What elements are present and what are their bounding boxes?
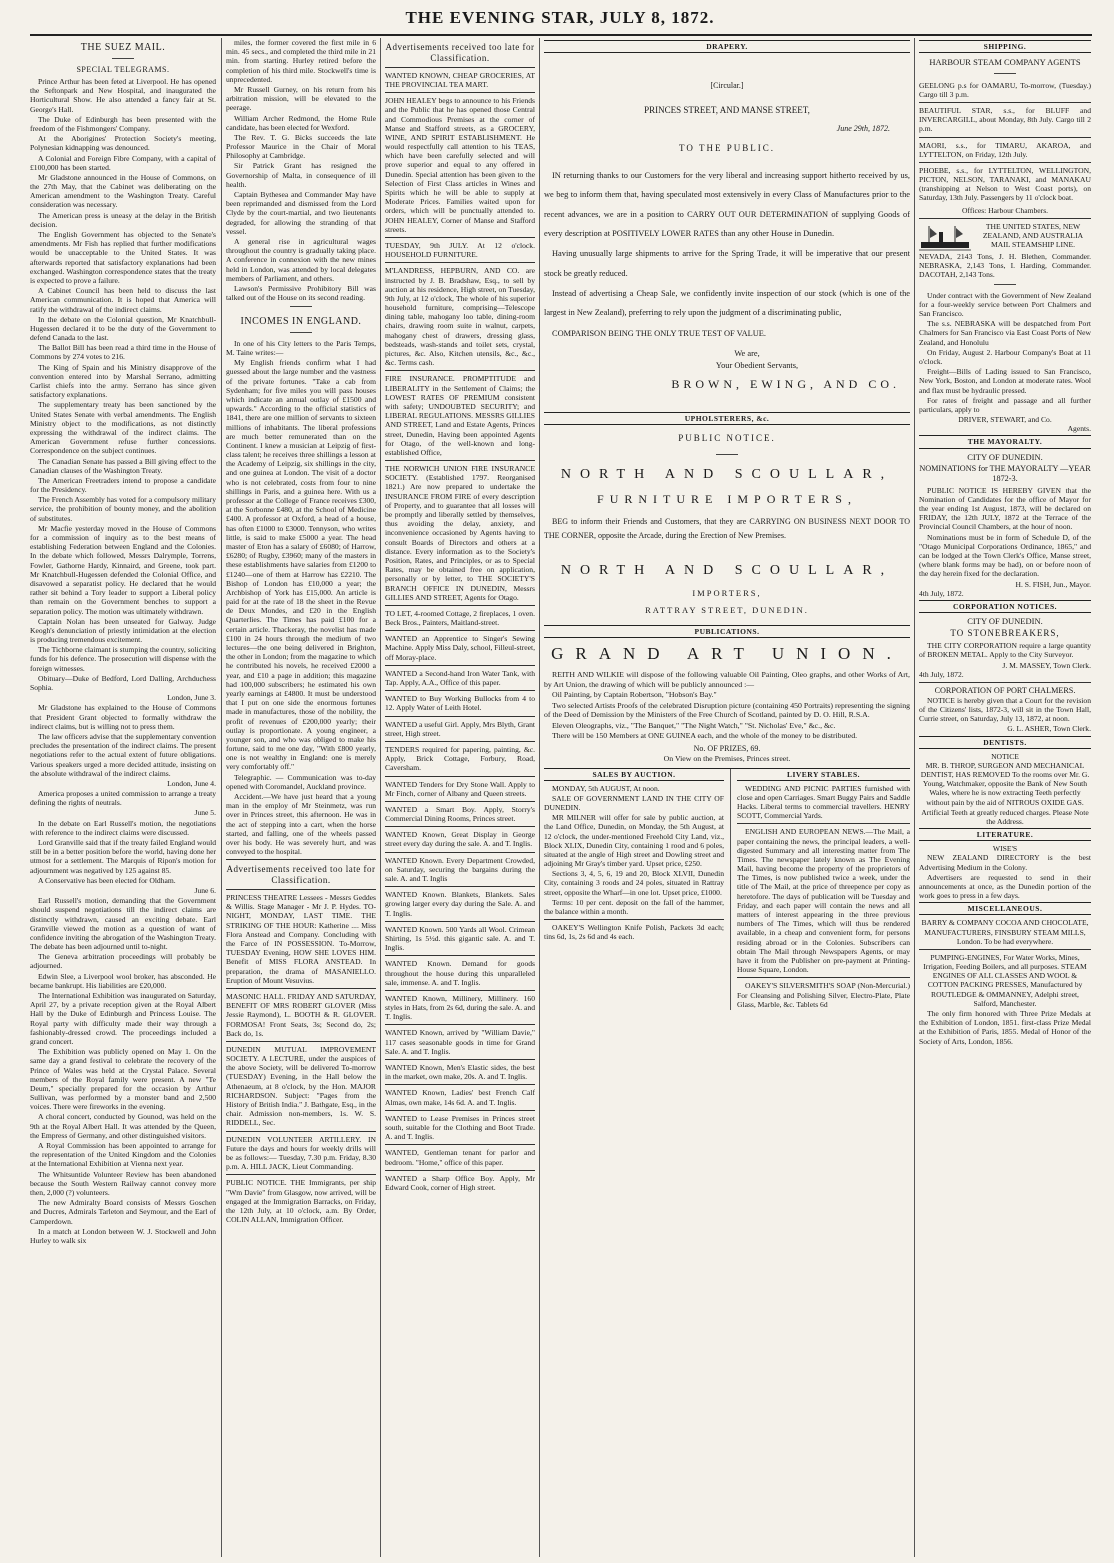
prizes-view: On View on the Premises, Princes street. [663,754,791,764]
art-union-heading: GRAND ART UNION. [551,643,903,663]
notice-paragraph: Having unusually large shipments to arrive for the Spring Trade, it will be imperative that our present stock be greatly reduced. [544,249,910,278]
notice-heading: NOTICE [991,751,1019,761]
article-paragraph: William Archer Redmond, the Home Rule candidate, has been elected for Wexford. [226,113,376,132]
firm-name-2: NORTH AND SCOULLAR, [560,563,894,579]
article-paragraph: Earl Russell's motion, demanding that the Government should suspend negotiations till the indirect claims are distinctly withdrawn, caused an exciting debate. Earl Granville viewed the motion as a question of want of confidence inviting the abrogation of the Washington Treaty. The debate has been adjourned until to-night. [30,896,216,952]
section-miscellaneous: MISCELLANEOUS. [919,902,1091,915]
divider [385,921,535,922]
divider [385,1084,535,1085]
divider [385,370,535,371]
classified-ad: WANTED a Smart Boy. Apply, Storry's Commercial Dining Rooms, Princes street. [385,804,535,824]
divider [385,67,535,68]
classified-ad: WANTED a useful Girl. Apply, Mrs Blyth, Grant street, High street. [385,719,535,738]
column-rule [221,38,222,1557]
classified-ad: WANTED Known. Every Department Crowded, on Saturday, securing the bargains during the sale. A. and T. Inglis [385,855,535,883]
public-notice-heading: PUBLIC NOTICE. [678,433,776,443]
article-paragraph: miles, the former covered the first mile in 6 min. 45 secs., and completed the third mile in 21 min. from starting. Hurley retired before the completion of his third mile. Stockwell's time is unprecedented. [226,38,376,84]
divider [385,776,535,777]
port-chalmers-body: NOTICE is hereby given that a Court for the revision of the Citizens' lists, 1872-3, will sit in the Town Hall, Currie street, on Saturday, July 13, 1872, at noon. [919,695,1091,724]
divider [919,218,1091,219]
divider [385,955,535,956]
column-rule [914,38,915,1557]
divider [385,1144,535,1145]
section-drapery: DRAPERY. [544,40,910,53]
divider [385,92,535,93]
auction-paragraph: MONDAY, 5th AUGUST, At noon. [552,783,660,793]
auction-column [544,769,724,1010]
mayor-notice-paragraph: Nominations must be in form of Schedule D, of the "Otago Municipal Corporations Ordinance, 1865," and can be lodged at the Town Clerk's Office, Manse street, (where blank forms may be had), on or before noon of the day herein fixed for the declaration. [919,532,1091,579]
dateline: June 6. [194,885,216,895]
art-union-paragraph: REITH AND WILKIE will dispose of the following valuable Oil Painting, Oleo graphs, and other Works of Art, by Art Union, the drawing of which will be publicly announced :— [544,670,910,689]
firm-trade-2: IMPORTERS, [692,588,762,599]
divider [919,949,1091,950]
to-public-heading: TO THE PUBLIC. [679,143,775,154]
article-paragraph: In the debate on the Colonial question, Mr Knatchbull-Hugessen declared it to be the duty of the Government to defend Canada to the last. [30,314,216,343]
article-paragraph: The American press is uneasy at the delay in the British decision. [30,210,216,229]
divider [385,690,535,691]
column-3 [385,38,535,1557]
divider [919,102,1091,103]
article-paragraph: Captain Nolan has been unseated for Galway. Judge Keogh's denunciation of priestly intimidation at the election is producing tremendous excitement. [30,616,216,645]
classified-ad: TENDERS required for papering, painting, &c. Apply, Brick Cottage, Forbury, Road, Caversham. [385,744,535,773]
classified-ad: WANTED Known. Blankets, Blankets. Sales growing larger every day during the Sale. A. and T. Inglis. [385,890,535,918]
section-publications: PUBLICATIONS. [544,625,910,638]
dentist-ad-note: Artificial Teeth at greatly reduced charges. Please Note the Address. [921,807,1089,826]
classified-ad: MASONIC HALL. FRIDAY AND SATURDAY, BENEFIT OF MRS ROBERT GLOVER (Miss Jessie Raymond), L. BOOTH & R. GLOVER. FORMOSA! Front Seats, 3s; Second do, 2s; Back do, 1s. [226,991,376,1038]
divider [385,665,535,666]
adv-header: Advertisements received too late for Classification. [226,864,376,886]
circular-label: [Circular.] [710,81,744,91]
divider [385,801,535,802]
oakey-knife-polish-ad: OAKEY'S Wellington Knife Polish, Packets 3d each; tins 6d, 1s, 2s 6d and 4s each. [544,923,724,942]
dateline: London, June 3. [167,693,216,703]
column-2 [226,38,376,1557]
divider [385,1024,535,1025]
divider [30,56,216,63]
servants: Your Obedient Servants, [715,361,799,371]
article-paragraph: Sir Patrick Grant has resigned the Governorship of Malta, in consequence of ill health. [226,161,376,189]
classified-ad: WANTED Known, Great Display in George street every day during the sale. A. and T. Inglis. [385,830,535,849]
article-paragraph: The English Government has objected to the Senate's amendments. Mr Fish has replied that further modifications would be unacceptable to the United States. It was afterwards reported that satisfactory explanations had been exchanged. Washington correspondence states that the treaty is expected to prove a failure. [30,230,216,285]
article-paragraph: Prince Arthur has been feted at Liverpool. He has opened the Seftonpark and New Hospital, and inaugurated the Horticultural Show. He also attended a fancy fair at St. George's Hall. [30,77,216,114]
city-heading-2: CITY OF DUNEDIN. [967,615,1043,626]
article-heading: THE SUEZ MAIL. [80,42,166,53]
shipping-ad: BEAUTIFUL STAR, s.s., for BLUFF and INVERCARGILL, about Monday, 8th July. Cargo till 2 p.m. [919,105,1091,134]
art-union-paragraph: Two selected Artists Proofs of the celebrated Disruption picture (containing 450 Portraits) representing the signing of the Deed of Demission by the Ministers of the Free Church of Scotland, painted by D. O. Hill, R.S.A. [544,700,910,720]
section-literature: LITERATURE. [919,828,1091,841]
article-paragraph: Obituary—Duke of Bedford, Lord Dalling, Archduchess Sophia. [30,673,216,693]
art-union-paragraph: Eleven Oleographs, viz., "The Banquet," "The Night Watch," "St. Nicholas' Eve," &c., &c. [552,720,836,730]
harbour-heading: HARBOUR STEAM COMPANY AGENTS [929,57,1081,68]
masthead-title: THE EVENING STAR, JULY 8, 1872. [405,8,715,27]
ship-list: NEVADA, 2143 Tons, J. H. Blethen, Commander. NEBRASKA, 2,143 Tons, I. Harding, Commander. DACOTAH, 2,143 Tons. [919,251,1091,280]
article-paragraph: Mr Russell Gurney, on his return from his arbitration mission, will be elevated to the peerage. [226,84,376,113]
article-paragraph: A Royal Commission has been appointed to arrange for the representation of the United Kingdom and the Colonies at the International Exhibition at Vienna next year. [30,1141,216,1169]
dateline: June 5. [194,808,216,818]
stonebreakers-date: 4th July, 1872. [919,669,964,679]
mail-line-heading: THE UNITED STATES, NEW ZEALAND, AND AUSTRALIA MAIL STEAMSHIP LINE. [982,221,1084,250]
signature: BROWN, EWING, AND CO. [671,377,900,392]
mail-line-paragraph: For rates of freight and passage and all further particulars, apply to [919,395,1091,414]
agents: DRIVER, STEWART, and Co. [958,415,1052,425]
article-paragraph: The Rev. T. G. Bicks succeeds the late Professor Maurice in the Chair of Moral Philosophy at Cambridge. [226,132,376,161]
classified-ad: WANTED Known, Ladies' best French Calf Almas, own make, 14s 6d. A. and T. Inglis. [385,1088,535,1107]
firm-name: NORTH AND SCOULLAR, [560,467,894,483]
classified-ad: M'LANDRESS, HEPBURN, AND CO. are instructed by J. B. Bradshaw, Esq., to sell by auction at his residence, High street, on Tuesday, 9th July, at 12 o'clock, The whole of his superior household furniture, comprising—Telescope dining table, mahogany loo table, dining-room chairs, drawing room suite in walnut, carpets, mahogany chest of drawers, dressing glass, bedsteads, wash-stands and toilet sets, crystal, pictures, &c. Also, Kitchen utensils, &c., &c., &c. Terms cash. [385,266,535,368]
divider [226,1131,376,1132]
article-paragraph: In the debate on Earl Russell's motion, the negotiations with reference to the indirect claims were discussed. [30,818,216,837]
directory-ad: NEW ZEALAND DIRECTORY is the best Advertising Medium in the Colony. [919,853,1091,872]
article-paragraph: A Cabinet Council has been held to discuss the last American communication. It is hoped that America will ratify the withdrawal of the indirect claims. [30,286,216,314]
divider [544,919,724,920]
article-paragraph: Mr Macfie yesterday moved in the House of Commons for a commission of inquiry as to the best means of establishing Federation between England and the Colonies. In the debate which followed, Messrs Dalrymple, Torrens, Fowler, Gathorne Hardy, Kinnaird, and Greene, took part. Mr Knatchbull-Hugessen defended the Colonial Office, and disavowed a separatist policy. He declared that he would rather sit behind a Tory leader to support a Liberal policy than remain on the Government benches to support a separation policy. The motion was ultimately withdrawn. [30,523,216,616]
column-1 [30,38,216,1557]
livery-ad: WEDDING AND PICNIC PARTIES furnished with close and open Carriages. Smart Buggy Pairs and Saddle Hacks. Liberal terms to commercial travellers. HENRY SCOTT, Commercial Yards. [737,783,910,821]
classified-ad: WANTED Known, arrived by "William Davie," 117 cases seasonable goods in time for Grand Sale. A. and T. Inglis. [385,1028,535,1056]
divider [544,452,910,459]
auction-paragraph: MR MILNER will offer for sale by public auction, at the Land Office, Dunedin, on Monday, the 5th August, at 12 o'clock, the under-mentioned Freehold City Land, viz., Block XLIX, Dunedin City, containing 1 rood and 6 poles, situated at the angle of High street and Dowling street and adjoining Mr Gray's timber yard. Upset price, £250. [544,813,724,869]
article-paragraph: The Ballot Bill has been read a third time in the House of Commons by 274 votes to 216. [30,343,216,362]
classified-ad: PRINCESS THEATRE Lessees - Messrs Geddes & Willis. Stage Manager - Mr J. P. Hydes. TO-NIGHT, MONDAY, LAST TIME. THE STRIKING OF THE HOUR: Katherine .... Miss Flora Anstead and Company. Concluding with the Farce of IN POSSESSION. To-Morrow, TUESDAY Evening, HOW SHE LOVES HIM. Benefit of MISS FLORA ANSTEAD. In preparation, the drama of MASANIELLO. Eruption of Mount Vesuvius. [226,893,376,985]
pumping-ad-note: The only firm honored with Three Prize Medals at the Exhibition of London, 1851. first-class Prize Medal at the Exhibition of Paris, 1855. Medal of Honor of the Society of Arts, London, 1856. [919,1009,1091,1046]
classified-ad: WANTED an Apprentice to Singer's Sewing Machine. Apply Miss Daly, school, Filleul-street, off Moray-place. [385,634,535,662]
barry-ad: BARRY & COMPANY COCOA AND CHOCOLATE, MANUFACTURERS, FINSBURY STEAM MILLS, London. To be had everywhere. [921,918,1089,946]
art-union-paragraph: Oil Painting, by Captain Robertson, "Hobson's Bay." [552,690,717,700]
classified-ad: JOHN HEALEY begs to announce to his Friends and the Public that he has opened those Central and Commodious Premises at the corner of Manse and Stafford streets, as a GROCERY, WINE, AND SPIRIT ESTABLISHMENT. He would respectfully call attention to his TEAS, which have been carefully selected and will prove superior and equal to any offered in Dunedin. Special attention has been given to the Selection of First Class articles in Wines and Spirits which he will be able to supply at Moderate Prices. Families waited upon for orders, which will be punctually attended to. JOHN HEALEY, Corner of Manse and Stafford streets. [385,96,535,234]
article-paragraph: The Duke of Edinburgh has been presented with the freedom of the Fishmongers' Company. [30,114,216,133]
mail-line-paragraph: Freight—Bills of Lading issued to San Francisco, New York, Boston, and London at moderate rates. Wool and flax must be hydraulic pressed. [919,367,1091,395]
divider [385,1170,535,1171]
divider [919,71,1091,78]
divider [385,741,535,742]
mayor-signature: H. S. FISH, Jun., Mayor. [1015,579,1091,589]
article-paragraph: Edwin Slee, a Liverpool wool broker, has absconded. He became bankrupt. His liabilities are £20,000. [30,971,216,990]
divider [737,823,910,824]
classified-ad: WANTED to Buy Working Bullocks from 4 to 12. Apply Water of Leith Hotel. [385,694,535,713]
classified-ad: DUNEDIN VOLUNTEER ARTILLERY. IN Future the days and hours for weekly drills will be as follows:— Tuesday, 7.30 p.m. Friday, 8.30 p.m. A. HILL JACK, Lieut Commanding. [226,1134,376,1172]
nominations-heading: NOMINATIONS for THE MAYORALTY —YEAR 1872-3. [919,463,1091,483]
auction-paragraph: Terms: 10 per cent. deposit on the fall of the hammer, the balance within a month. [544,897,724,917]
section-shipping: SHIPPING. [919,40,1091,53]
livery-ad: ENGLISH AND EUROPEAN NEWS.—The Mail, a paper containing the news, the principal leaders, a well-digested Summary and all interesting matter from The Times. The newspaper lately known as The Evening Mail, having become the property of the proprietors of The Times, is now published twice a week, under the title of The Mail, at the price of threepence per copy as heretofore. The days of publication will be Tuesday and Friday, and each paper will contain the news and all matters of interest appearing in the three previous numbers of The Times, which will thus be rendered available, in a cheap and convenient form, for persons residing abroad or in the Colonies. Subscribers can obtain The Mail through Newspapers Agents, or may have it from the Publisher on pre-payment at Printing-House Square, London. [737,827,910,975]
stonebreakers-body: THE CITY CORPORATION require a large quantity of BROKEN METAL. Apply to the City Surveyor. [919,641,1091,660]
article-paragraph: The Canadian Senate has passed a Bill giving effect to the Canadian clauses of the Washington Treaty. [30,456,216,475]
article-paragraph: A general rise in agricultural wages throughout the country is gradually taking place. A conference in connexion with the new mines held in London, was attended by local delegates members of Parliament, and others. [226,236,376,283]
classified-ad: PUBLIC NOTICE. THE Immigrants, per ship "Wm Davie" from Glasgow, now arrived, will be engaged at the Immigration Barracks, on Friday, the 12th July, at 10 o'clock, a.m. By Order, COLIN ALLAN, Immigration Officer. [226,1178,376,1225]
divider [919,162,1091,163]
section-auction: SALES BY AUCTION. [544,769,724,781]
article-paragraph: The law officers advise that the supplementary convention precludes the presentation of the indirect claims. The present negotiations refer to the actual extent of future obligations. Various speakers urged a more decided attitude, insisting on the absolute withdrawal of the indirect claims. [30,731,216,778]
divider [226,1174,376,1175]
article-paragraph: A choral concert, conducted by Gounod, was held on the 9th at the Royal Albert Hall. It was attended by the Queen, the Empress of Germany, and other distinguished visitors. [30,1112,216,1140]
column-rule [380,38,381,1557]
auction-paragraph: SALE OF GOVERNMENT LAND IN THE CITY OF DUNEDIN. [544,793,724,812]
divider [385,630,535,631]
divider [226,304,376,311]
firm-trade: FURNITURE IMPORTERS, [597,492,857,507]
article-paragraph: Telegraphic. — Communication was to-day opened with Coromandel, Auckland province. [226,772,376,791]
section-upholsterers: UPHOLSTERERS, &c. [544,412,910,425]
classified-ad: WANTED a Sharp Office Boy. Apply, Mr Edward Cook, corner of High street. [385,1173,535,1192]
article-paragraph: America proposes a united commission to arrange a treaty defining the rights of neutrals. [30,789,216,808]
divider [385,716,535,717]
classified-ad: WANTED to Lease Premises in Princes street south, suitable for the Clothing and Boot Trade. A. and T. Inglis. [385,1113,535,1142]
article-heading: INCOMES IN ENGLAND. [240,315,362,327]
we-are: We are, [734,349,760,359]
divider [226,988,376,989]
article-paragraph: My English friends confirm what I had guessed about the large number and the vastness of the private fortunes. "Take a cab from Sydenham; for five miles you will pass houses which indicate an annual outlay of £1500 and upwards." According to the official statistics of 1841, there are one million of servants to sixteen millions of inhabitants. The liberal professions are much better remunerated than on the Continent. I knew a musician at Leipzig of first-class talent; he receives three shillings a lesson at the Academy of Leipzig, six shillings in the city, and one guinea at London. The visit of a doctor who is not celebrated, costs from four to nine shillings in Paris, and a guinea here. With us a professor at the College of France receives £300, at the Sorbonne £480, at the School of Medicine £400. A professor at Oxford, a head of a house, has often £1000 to £3000. Tennyson, who writes little, is said to make £5000 a year. The head master of Eton has a salary of £6080; of Harrow, £6280; of Rugby, £3960; many of the masters in these establishments have salaries from £1200 to £1240—one of them at Harrow has £2210. The Bishop of London has £10,000 a year; the Archbishop of York has £15,000. An article is paid for at the rate of 18 the sheet in the Revue de Deux Mondes, and £20 in the English Quarterlies. The Times has paid £100 for a certain article. Thackeray, the novelist has made £100 in 24 hours through the medium of two lectures—the one being delivered in Brighton, the other in London; from the magazine to which he contributed his novels, he received £2000 a year, and £10 a page in addition; this magazine had 100,000 subscribers; he estimated his own yearly earnings at £4800. It must be understood that I put on one side the enormous fortunes made in manufactures, those of the nobility, the profit of revenues of £200,000 yearly; their outlay is proportionate. A young engineer, a younger son, and who was obliged to make his fortune, said to me one day, "With £800 yearly, one is not wealthy in England: one is merely very comfortably off." [226,358,376,772]
shipping-ad: MAORI, s.s., for TIMARU, AKAROA, and LYTTELTON, on Friday, 12th July. [919,140,1091,159]
divider [385,826,535,827]
port-chalmers-heading: CORPORATION OF PORT CHALMERS. [934,685,1076,695]
article-paragraph: The Whitsuntide Volunteer Review has been abandoned because the South Western Railway cannot convey more then, 2,000 (?) volunteers. [30,1169,216,1197]
article-paragraph: The French Assembly has voted for a compulsory military service, the prohibition of bounty money, and the abolition of substitutes. [30,495,216,523]
agents-sub: Agents. [1067,424,1091,434]
article-paragraph: The International Exhibition was inaugurated on Saturday, April 27, by a private reception given at the Royal Albert Hall by the Duke of Edinburgh and Princess Louise. The Royal party with difficulty made their way through a fashionably-dressed crowd. The proceedings included a grand concert. [30,991,216,1046]
city-heading: CITY OF DUNEDIN. [967,451,1043,462]
notice-paragraph: COMPARISON BEING THE ONLY TRUE TEST OF VALUE. [552,328,766,338]
article-paragraph: In a match at London between W. J. Stockwell and John Hurley to walk six [30,1226,216,1245]
notice-date: June 29th, 1872. [836,123,890,133]
stonebreakers-heading: TO STONEBREAKERS, [950,628,1060,639]
shipping-ad: GEELONG p.s for OAMARU, To-morrow, (Tuesday.) Cargo till 3 p.m. [919,80,1091,99]
firm-address: RATTRAY STREET, DUNEDIN. [645,604,809,615]
divider [385,605,535,606]
classified-ad: WANTED, Gentleman tenant for parlor and bedroom. "Home," office of this paper. [385,1148,535,1167]
divider [226,1041,376,1042]
article-paragraph: The Geneva arbitration proceedings will probably be adjourned. [30,952,216,971]
mayor-notice-paragraph: PUBLIC NOTICE IS HEREBY GIVEN that the Nomination of Candidates for the office of Mayor for the year ending 1st August, 1873, will be declared on FRIDAY, the 12th JULY, 1872 at the Terrace of the Provincial Council Chambers, at the hour of noon. [919,485,1091,532]
article-paragraph: The supplementary treaty has been sanctioned by the United States Senate with verbal amendments. The English Ministry object to the modifications, as not distinctly expressing the withdrawal of the indirect claims. The American Government refuse further concessions. Correspondence on the subject continues. [30,400,216,456]
notice-paragraph: Instead of advertising a Cheap Sale, we confidently invite inspection of our stock (which is one of the largest in New Zealand), preferring to rely upon the judgment of a discriminating public, [544,289,910,318]
divider [385,990,535,991]
address: PRINCES STREET, AND MANSE STREET, [644,104,810,115]
classified-ad: FIRE INSURANCE. PROMPTITUDE and LIBERALITY in the Settlement of Claims; the LOWEST RATES OF PREMIUM consistent with safety; UNDOUBTED SECURITY; and LIBERAL REGULATIONS. MESSRS GILLIES AND STREET, Land and Estate Agents, Princes street, Dunedin, Having been appointed Agents for Otago, of the well-known and long-established Office, [385,374,535,457]
article-paragraph: At the Aborigines' Protection Society's meeting, Polynesian kidnapping was denounced. [30,134,216,153]
divider [730,769,731,1010]
divider [919,281,1091,288]
port-chalmers-signature: G. L. ASHER, Town Clerk. [1007,724,1091,734]
adv-header: Advertisements received too late for Classification. [385,42,535,63]
dentist-ad: MR. B. THROP, SURGEON AND MECHANICAL DENTIST, HAS REMOVED To the rooms over Mr. G. Young, Watchmaker, opposite the Bank of New South Wales, where he is now extracting Teeth perfectly without pain by the aid of NITROUS OXIDE GAS. [920,760,1090,807]
mayor-date: 4th July, 1872. [919,588,964,598]
article-paragraph: In one of his City letters to the Paris Temps, M. Taine writes:— [226,338,376,358]
article-paragraph: A Conservative has been elected for Oldham. [38,875,176,885]
divider [919,137,1091,138]
mail-line-paragraph: Under contract with the Government of New Zealand for a four-weekly service between Port Chalmers and San Francisco. [919,290,1091,319]
column-5 [919,38,1091,1557]
article-subheading: SPECIAL TELEGRAMS. [76,65,170,75]
classified-ad: WANTED Known, Millinery, Millinery. 160 styles in Hats, from 2s 6d, during the sale. A. and T. Inglis. [385,993,535,1022]
masthead-rule [30,34,1092,36]
article-paragraph: Accident.—We have just heard that a young man in the employ of Mr Steinmetz, was run over in Princes street, this afternoon. He was in the act of stepping into a cart, when the horse started, and falling, one of the wheels passed over his body. He was severely hurt, and was conveyed to the hospital. [226,792,376,857]
article-paragraph: The King of Spain and his Ministry disapprove of the convention entered into by Marshal Serrano, admitting Carlist chiefs into the army. Serrano has since given satisfactory explanations. [30,362,216,400]
article-paragraph: Mr Gladstone announced in the House of Commons, on the 27th May, that the Cabinet was deliberating on the American amendment to the Washington Treaty. Careful consideration was necessary. [30,172,216,210]
steamship-icon [919,224,971,252]
divider [385,1110,535,1111]
classified-ad: WANTED Known. 500 Yards all Wool. Crimean Shirting, 1s 5½d. this gigantic sale. A. and T. Inglis. [385,924,535,953]
classified-ad: WANTED Known. Demand for goods throughout the house during this unparalleled sale, immense. A. and T. Inglis. [385,959,535,987]
divider [385,460,535,461]
article-paragraph: The Exhibition was publicly opened on May 1. On the same day a grand festival to celebrate the recovery of the Prince of Wales was held at the Crystal Palace. Several members of the Royal family were present. A new "Te Deum," specially prepared for the occasion by Arthur Sullivan, was performed by a monster band and 2,500 voices. There were fireworks in the evening. [30,1047,216,1112]
prizes: No. OF PRIZES, 69. [693,744,761,754]
column-4 [544,38,910,1557]
divider [385,1059,535,1060]
article-paragraph: A Colonial and Foreign Fibre Company, with a capital of £100,000 has been started. [30,153,216,172]
notice-paragraph: IN returning thanks to our Customers for the very liberal and increasing support hitherto received by us, we beg to inform them that, having speculated most extensively in every Class of Manufactures prior to the recent advances, we are in a position to CARRY OUT OUR DETERMINATION of supplying Goods of every description at POSITIVELY LOWER RATES than any other House in Dunedin. [544,171,910,239]
divider [919,682,1091,683]
mail-line-paragraph: On Friday, August 2. Harbour Company's Boat at 11 o'clock. [919,347,1091,366]
art-union-paragraph: There will be 150 Members at ONE GUINEA each, and the whole of the money to be distributed. [552,731,858,741]
mail-line-paragraph: The s.s. NEBRASKA will be despatched from Port Chalmers for San Francisco via East Coast Ports of New Zealand, and Honolulu [919,319,1091,347]
stonebreakers-signature: J. M. MASSEY, Town Clerk. [1002,660,1091,670]
dateline: London, June 4. [167,778,216,788]
oakey-soap-ad: OAKEY'S SILVERSMITH'S SOAP (Non-Mercurial.) For Cleansing and Polishing Silver, Electro-Plate, Plate Glass, Marble, &c. Tablets 6d [737,981,910,1009]
classified-ad: WANTED KNOWN, CHEAP GROCERIES, AT THE PROVINCIAL TEA MART. [385,70,535,89]
classified-ad: THE NORWICH UNION FIRE INSURANCE SOCIETY. (Established 1797. Reorganised 1821.) Are now prepared to undertake the INSURANCE FROM FIRE of every description of Property, and to guarantee that all losses will be promptly and liberally settled by themselves, thus avoiding the delay, anxiety, and inconvenience occasioned by Agents having to consult Boards of Directors and others at a distance. Every information as to the Society's Position, Rates, and Principles, or as to Special Rates, may be obtained free on application, personally or by letter, to THE SOCIETY'S BRANCH OFFICE IN DUNEDIN, Messrs GILLIES AND STREET, Agents for Otago. [385,464,535,602]
classified-ad: DUNEDIN MUTUAL IMPROVEMENT SOCIETY. A LECTURE, under the auspices of the above Society, will be delivered To-morrow (TUESDAY) Evening, in the Hall below the Athenaeum, at 8 o'clock, by the Hon. MAJOR RICHARDSON. Subject: "Pages from the History of British India." J. Bathgate, Esq., in the chair. Admission non-members, 1s. W. S. RIDDELL, Sec. [226,1044,376,1128]
divider [385,262,535,263]
article-paragraph: The American Freetraders intend to propose a candidate for the Presidency. [30,475,216,495]
classified-ad: TO LET, 4-roomed Cottage, 2 fireplaces, 1 oven. Beck Bros., Painters, Maitland-street. [385,608,535,628]
shipping-ad: PHOEBE, s.s., for LYTTELTON, WELLINGTON, PICTON, NELSON, TARANAKI, and MANAKAU (transhipping at Nelson to West Coast ports), on Saturday, 13th July. Passengers by 11 o'clock boat. [919,165,1091,203]
classified-ad: WANTED a Second-hand Iron Water Tank, with Tap. Apply, A.A., Office of this paper. [385,668,535,687]
divider [226,859,376,860]
article-paragraph: Mr Gladstone has explained to the House of Commons that President Grant objected to formally withdraw the indirect claims, but is willing not to press them. [30,703,216,731]
classified-ad: TUESDAY, 9th JULY. At 12 o'clock. HOUSEHOLD FURNITURE. [385,240,535,260]
divider [226,330,376,337]
auction-paragraph: Sections 3, 4, 5, 6, 19 and 20, Block XLVII, Dunedin City, containing 3 roods and 24 poles, situated in Rattray street, opposite the Wharf—in one lot. Upset price, £1000. [544,869,724,897]
divider [385,886,535,887]
divider [385,852,535,853]
classified-ad: WANTED Known, Men's Elastic sides, the best in the market, own make, 20s. A. and T. Inglis. [385,1063,535,1082]
classified-ad: WANTED Tenders for Dry Stone Wall. Apply to Mr Finch, corner of Albany and Queen streets. [385,779,535,798]
section-mayoralty: THE MAYORALTY. [919,435,1091,448]
firm-body: BEG to inform their Friends and Customers, that they are CARRYING ON BUSINESS NEXT DOOR TO THE CORNER, opposite the Arcade, during the Erection of New Premises. [544,516,910,540]
section-corporation: CORPORATION NOTICES. [919,600,1091,613]
article-paragraph: Lawson's Permissive Prohibitory Bill was talked out of the House on its second reading. [226,283,376,303]
article-paragraph: Captain Bythesea and Commander May have been reprimanded and dismissed from the Lord Clyde by the court-martial, and two lieutenants degraded, for allowing the stranding of that vessel. [226,190,376,236]
article-paragraph: The Tichborne claimant is stumping the country, soliciting funds for his defence. The prosecution will dispense with the foreign witnesses. [30,645,216,673]
divider [737,977,910,978]
article-paragraph: Lord Granville said that if the treaty failed England would still be in a better position before the world, having done her utmost for a settlement. The Marquis of Ripon's motion for adjournment was negatived by 125 against 85. [30,838,216,875]
directory-ad-note: Advertisers are requested to send in their announcements at once, as the Dunedin portion of the work goes to press in a few days. [919,872,1091,901]
wises-heading: WISE'S [992,844,1018,854]
section-dentists: DENTISTS. [919,736,1091,749]
pumping-ad: PUMPING-ENGINES, For Water Works, Mines, Irrigation, Feeding Boilers, and all purposes. STEAM ENGINES OF ALL CLASSES AND WOOL & COTTON PACKING PRESSES, Manufactured by ROUTLEDGE & OMMANNEY, Adelphi street, Salford, Manchester. [923,952,1087,1008]
column-rule [539,38,540,1557]
divider [226,889,376,890]
livery-column [737,769,910,1010]
divider [385,237,535,238]
section-livery: LIVERY STABLES. [737,769,910,781]
offices: Offices: Harbour Chambers. [961,205,1049,215]
article-paragraph: The new Admiralty Board consists of Messrs Goschen and Ducres, Admirals Tarleton and Seymour, and the Earl of Camperdown. [30,1198,216,1226]
